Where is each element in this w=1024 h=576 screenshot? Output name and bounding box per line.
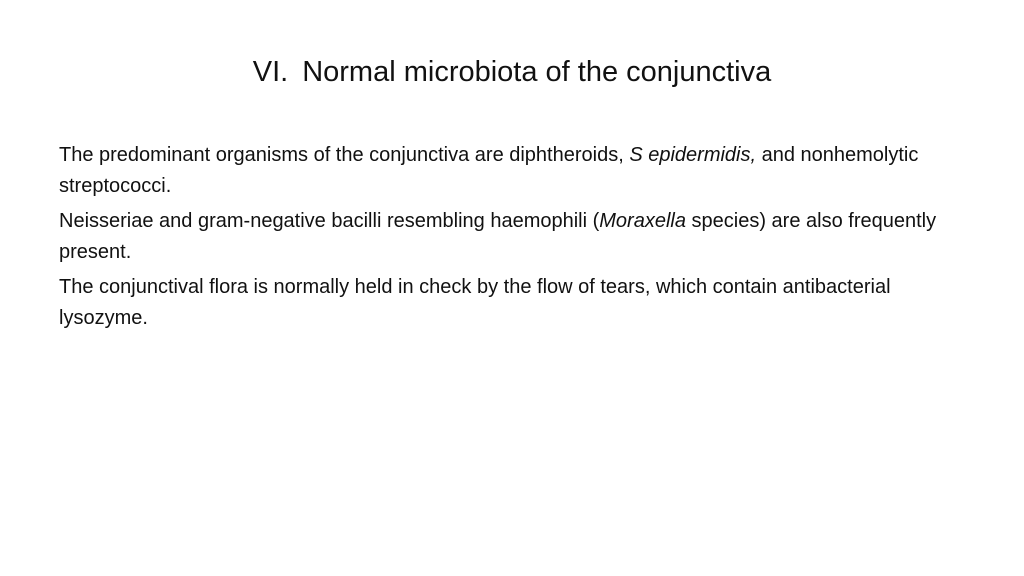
paragraph-1-italic-species: S epidermidis, xyxy=(629,144,757,166)
paragraph-1-text-end: and nonhemolytic streptococci. xyxy=(59,144,919,197)
slide-title-number: VI. xyxy=(252,56,289,88)
slide-body xyxy=(59,140,959,338)
paragraph-3-text: The conjunctival flora is normally held in check by the flow of tears, which contain antibacterial lysozyme. xyxy=(59,276,891,329)
slide-title-text: Normal microbiota of the conjunctiva xyxy=(302,56,772,88)
paragraph-neisseriae xyxy=(59,206,959,268)
paragraph-conjunctival-flora xyxy=(59,272,959,334)
paragraph-predominant-organisms xyxy=(59,140,959,202)
paragraph-2-text-end: species) are also frequently present. xyxy=(59,210,937,263)
paragraph-2-italic-genus: Moraxella xyxy=(599,210,686,232)
slide-title xyxy=(0,52,1024,92)
paragraph-2-text-start: Neisseriae and gram-negative bacilli resembling haemophili ( xyxy=(59,210,600,232)
paragraph-1-text-start: The predominant organisms of the conjunctiva are diphtheroids, xyxy=(59,144,630,166)
